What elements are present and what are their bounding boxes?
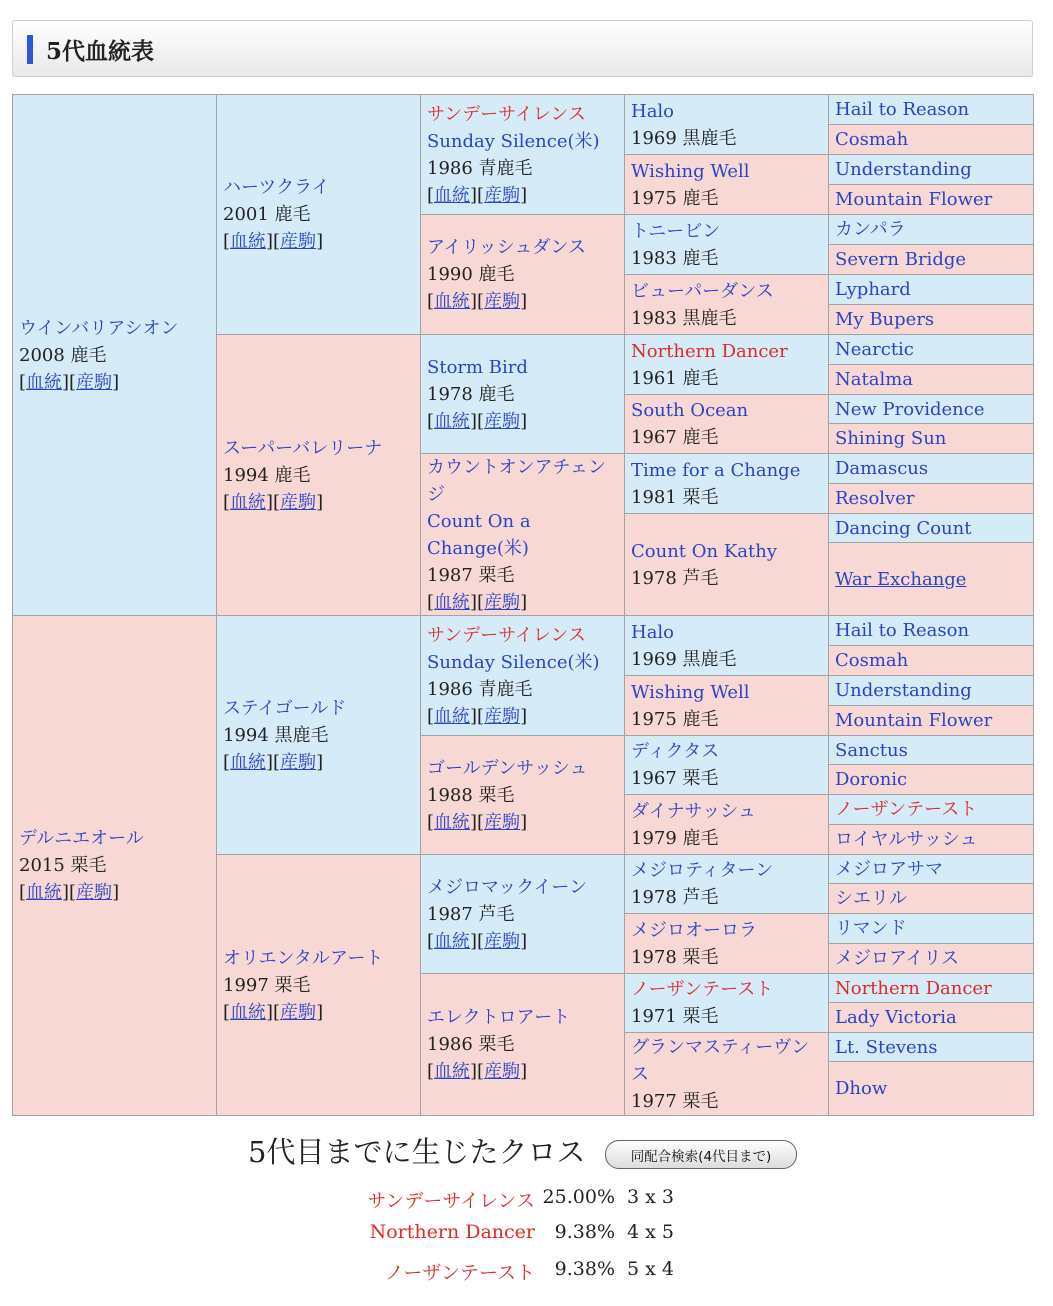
cross-generation: 4 x 5 xyxy=(627,1221,674,1243)
pedigree-cell-gen5 xyxy=(828,214,1034,245)
birth-year-coat: 1986 青鹿毛 xyxy=(427,678,533,700)
birth-year-coat: 1983 黒鹿毛 xyxy=(631,307,737,329)
pedigree-cell-gen4 xyxy=(624,1032,829,1116)
bracket: [ xyxy=(427,811,435,833)
horse-name-link[interactable]: カウントオンアチェンジ xyxy=(427,456,606,505)
pedigree-cell-gen5 xyxy=(828,244,1034,275)
birth-year-coat: 1967 栗毛 xyxy=(631,768,719,789)
horse-name-link[interactable]: メジロアイリス xyxy=(835,948,960,969)
birth-year-coat: 2001 鹿毛 xyxy=(223,204,311,225)
pedigree-cell-gen4 xyxy=(624,214,829,275)
pedigree-cell-gen2 xyxy=(216,615,421,855)
pedigree-cell-gen1 xyxy=(12,615,217,1116)
bracket: [ xyxy=(427,291,435,312)
horse-name-link[interactable]: Storm Bird xyxy=(427,356,528,378)
pedigree-cell-gen4 xyxy=(624,334,829,395)
pedigree-cell-gen5 xyxy=(828,124,1034,155)
birth-year-coat: 1978 栗毛 xyxy=(631,946,719,968)
horse-links xyxy=(427,928,618,955)
bracket: ][ xyxy=(470,184,485,206)
pedigree-cell-gen3 xyxy=(420,615,625,736)
bracket: ][ xyxy=(62,882,77,903)
bloodline-link[interactable]: 血統 xyxy=(26,882,63,903)
cross-percentage: 25.00% xyxy=(542,1186,615,1208)
horse-name-link[interactable]: My Bupers xyxy=(835,309,935,330)
bloodline-link[interactable]: 血統 xyxy=(230,491,267,513)
bloodline-link[interactable]: 血統 xyxy=(434,930,471,952)
birth-year-coat: 1978 芦毛 xyxy=(631,887,719,908)
pedigree-cell-gen5 xyxy=(828,184,1034,215)
pedigree-cell-gen4 xyxy=(624,973,829,1033)
horse-links xyxy=(427,182,618,209)
pedigree-cell-gen5 xyxy=(828,794,1034,825)
horse-name-link[interactable]: South Ocean xyxy=(631,400,749,421)
bracket: ][ xyxy=(266,1001,281,1023)
cross-row xyxy=(0,1258,1053,1290)
pedigree-cell-gen4 xyxy=(624,453,829,514)
bracket: ][ xyxy=(266,751,281,773)
horse-name-link[interactable]: Shining Sun xyxy=(835,428,947,449)
bracket: [ xyxy=(19,882,27,903)
bracket: ] xyxy=(112,882,120,903)
horse-name-link[interactable]: Northern Dancer xyxy=(631,340,788,362)
birth-year-coat: 1983 鹿毛 xyxy=(631,247,719,269)
horse-links xyxy=(223,489,414,516)
horse-name-link[interactable]: Damascus xyxy=(835,458,929,479)
bracket: [ xyxy=(223,231,231,252)
horse-name-link[interactable]: ハーツクライ xyxy=(223,177,330,198)
bracket: [ xyxy=(223,751,231,773)
pedigree-cell-gen5 xyxy=(828,764,1034,795)
offspring-link[interactable]: 産駒 xyxy=(484,410,521,432)
cross-generation: 5 x 4 xyxy=(627,1258,674,1280)
bracket: [ xyxy=(427,930,435,952)
bloodline-link[interactable]: 血統 xyxy=(230,751,267,773)
bracket: ][ xyxy=(470,291,485,312)
birth-year-coat: 1978 芦毛 xyxy=(631,567,719,589)
horse-name-link[interactable]: サンデーサイレンス xyxy=(427,624,586,646)
horse-english-name-link[interactable]: Sunday Silence(米) xyxy=(427,130,600,152)
bloodline-link[interactable]: 血統 xyxy=(230,1001,267,1023)
horse-name-link[interactable]: Wishing Well xyxy=(631,681,750,703)
offspring-link[interactable]: 産駒 xyxy=(484,705,521,727)
horse-name-link[interactable]: Mountain Flower xyxy=(835,189,993,210)
horse-name-link[interactable]: ダイナサッシュ xyxy=(631,800,756,822)
horse-name-link[interactable]: Northern Dancer xyxy=(835,977,992,999)
horse-name-link[interactable]: ディクタス xyxy=(631,741,720,762)
bracket: ] xyxy=(316,231,324,252)
bracket: ][ xyxy=(470,930,485,952)
page-title: 5代血統表 xyxy=(46,38,155,65)
birth-year-coat: 1997 栗毛 xyxy=(223,974,311,996)
bracket: [ xyxy=(223,1001,231,1023)
offspring-link[interactable]: 産駒 xyxy=(280,751,317,773)
horse-name-link[interactable]: Hail to Reason xyxy=(835,620,970,641)
pedigree-cell-gen4 xyxy=(624,513,829,616)
horse-name-link[interactable]: Doronic xyxy=(835,769,908,790)
horse-name-link[interactable]: Sanctus xyxy=(835,739,908,761)
pedigree-cell-gen5 xyxy=(828,675,1034,706)
horse-name-link[interactable]: Halo xyxy=(631,621,675,643)
pedigree-cell-gen5 xyxy=(828,973,1034,1003)
birth-year-coat: 1977 栗毛 xyxy=(631,1090,719,1112)
pedigree-cell-gen4 xyxy=(624,675,829,736)
bloodline-link[interactable]: 血統 xyxy=(434,705,471,727)
pedigree-cell-gen3 xyxy=(420,453,625,616)
horse-name-link[interactable]: メジロマックイーン xyxy=(427,876,588,898)
birth-year-coat: 2015 栗毛 xyxy=(19,855,107,876)
birth-year-coat: 2008 鹿毛 xyxy=(19,344,107,366)
birth-year-coat: 1969 黒鹿毛 xyxy=(631,648,737,670)
birth-year-coat: 1967 鹿毛 xyxy=(631,427,719,448)
horse-name-link[interactable]: サンデーサイレンス xyxy=(427,103,586,125)
horse-name-link[interactable]: Nearctic xyxy=(835,339,914,360)
pedigree-cell-gen5 xyxy=(828,854,1034,884)
horse-links xyxy=(427,1058,618,1085)
offspring-link[interactable]: 産駒 xyxy=(76,371,113,393)
horse-name-link[interactable]: Lt. Stevens xyxy=(835,1036,938,1058)
bracket: ] xyxy=(316,1001,324,1023)
birth-year-coat: 1975 鹿毛 xyxy=(631,708,719,730)
cross-horse-name[interactable]: サンデーサイレンス xyxy=(367,1190,535,1212)
horse-name-link[interactable]: Severn Bridge xyxy=(835,249,967,270)
pedigree-cell-gen5 xyxy=(828,883,1034,914)
horse-links xyxy=(223,749,414,776)
cross-horse-name[interactable]: Northern Dancer xyxy=(369,1221,535,1243)
pedigree-cell-gen4 xyxy=(624,394,829,454)
pedigree-cell-gen3 xyxy=(420,735,625,855)
horse-name-link[interactable]: ノーザンテースト xyxy=(835,799,978,820)
bracket: ][ xyxy=(470,705,485,727)
cross-section-title: 5代目までに生じたクロス xyxy=(248,1135,586,1169)
birth-year-coat: 1988 栗毛 xyxy=(427,784,515,806)
pedigree-cell-gen3 xyxy=(420,214,625,335)
bracket: [ xyxy=(427,591,435,613)
horse-name-link[interactable]: ゴールデンサッシュ xyxy=(427,757,588,779)
pedigree-cell-gen5 xyxy=(828,735,1034,765)
horse-name-link[interactable]: Wishing Well xyxy=(631,160,750,182)
offspring-link[interactable]: 産駒 xyxy=(484,930,521,952)
pedigree-cell-gen4 xyxy=(624,615,829,676)
cross-row xyxy=(0,1186,1053,1218)
bracket: ][ xyxy=(470,811,485,833)
horse-name-link[interactable]: Cosmah xyxy=(835,650,909,671)
birth-year-coat: 1961 鹿毛 xyxy=(631,367,719,389)
horse-name-link[interactable]: ビューパーダンス xyxy=(631,280,774,302)
pedigree-cell-gen3 xyxy=(420,334,625,454)
horse-name-link[interactable]: Lady Victoria xyxy=(835,1007,957,1028)
pedigree-cell-gen5 xyxy=(828,334,1034,365)
pedigree-cell-gen5 xyxy=(828,483,1034,514)
horse-name-link[interactable]: シエリル xyxy=(835,888,907,909)
bracket: [ xyxy=(223,491,231,513)
pedigree-cell-gen2 xyxy=(216,94,421,335)
offspring-link[interactable]: 産駒 xyxy=(484,184,521,206)
pedigree-cell-gen5 xyxy=(828,615,1034,646)
bloodline-link[interactable]: 血統 xyxy=(26,371,63,393)
cross-generation: 3 x 3 xyxy=(627,1186,674,1208)
horse-name-link[interactable]: ステイゴールド xyxy=(223,697,347,719)
bracket: [ xyxy=(427,1061,435,1082)
bracket: ] xyxy=(316,491,324,513)
bloodline-link[interactable]: 血統 xyxy=(434,291,471,312)
birth-year-coat: 1981 栗毛 xyxy=(631,486,719,508)
pedigree-cell-gen2 xyxy=(216,854,421,1116)
bracket: ] xyxy=(520,1061,528,1082)
pedigree-cell-gen3 xyxy=(420,94,625,215)
cross-percentage: 9.38% xyxy=(554,1221,615,1243)
bracket: ] xyxy=(520,184,528,206)
section-header xyxy=(12,20,1033,77)
cross-row xyxy=(0,1221,1053,1253)
offspring-link[interactable]: 産駒 xyxy=(280,231,317,252)
offspring-link[interactable]: 産駒 xyxy=(280,491,317,513)
pedigree-cell-gen5 xyxy=(828,913,1034,944)
horse-english-name-link[interactable]: Sunday Silence(米) xyxy=(427,651,600,673)
pedigree-cell-gen1 xyxy=(12,94,217,616)
horse-links xyxy=(427,288,618,315)
header-accent-bar xyxy=(27,35,33,64)
horse-links xyxy=(427,703,618,730)
horse-name-link[interactable]: New Providence xyxy=(835,398,985,420)
birth-year-coat: 1975 鹿毛 xyxy=(631,187,719,209)
offspring-link[interactable]: 産駒 xyxy=(484,811,521,833)
birth-year-coat: 1994 黒鹿毛 xyxy=(223,724,329,746)
bracket: ][ xyxy=(470,410,485,432)
pedigree-cell-gen5 xyxy=(828,513,1034,543)
bloodline-link[interactable]: 血統 xyxy=(434,811,471,833)
pedigree-cell-gen4 xyxy=(624,274,829,335)
bracket: ] xyxy=(520,591,528,613)
bloodline-link[interactable]: 血統 xyxy=(434,1061,471,1082)
pedigree-cell-gen4 xyxy=(624,794,829,855)
horse-name-link[interactable]: アイリッシュダンス xyxy=(427,237,586,258)
offspring-link[interactable]: 産駒 xyxy=(76,882,113,903)
horse-name-link[interactable]: Cosmah xyxy=(835,129,909,150)
horse-name-link[interactable]: Resolver xyxy=(835,488,915,509)
pedigree-cell-gen4 xyxy=(624,735,829,795)
bloodline-link[interactable]: 血統 xyxy=(434,184,471,206)
horse-name-link[interactable]: Count On Kathy xyxy=(631,540,777,562)
horse-links xyxy=(223,228,414,255)
horse-name-link[interactable]: Understanding xyxy=(835,680,972,701)
pedigree-cell-gen2 xyxy=(216,334,421,616)
horse-name-link[interactable]: ノーザンテースト xyxy=(631,979,774,1000)
horse-name-link[interactable]: リマンド xyxy=(835,918,907,939)
bracket: ] xyxy=(520,705,528,727)
birth-year-coat: 1979 鹿毛 xyxy=(631,827,719,849)
bracket: [ xyxy=(427,410,435,432)
horse-name-link[interactable]: ウインバリアシオン xyxy=(19,317,179,339)
horse-name-link[interactable]: トニービン xyxy=(631,220,721,242)
horse-name-link[interactable]: エレクトロアート xyxy=(427,1007,571,1028)
same-mating-search-button[interactable]: 同配合検索(4代目まで) xyxy=(605,1140,797,1169)
pedigree-cell-gen4 xyxy=(624,913,829,974)
birth-year-coat: 1986 栗毛 xyxy=(427,1034,515,1055)
offspring-link[interactable]: 産駒 xyxy=(484,591,521,613)
horse-name-link[interactable]: メジロアサマ xyxy=(835,858,943,880)
birth-year-coat: 1987 栗毛 xyxy=(427,564,515,586)
horse-name-link[interactable]: Hail to Reason xyxy=(835,99,970,120)
cross-horse-name[interactable]: ノーザンテースト xyxy=(384,1262,535,1284)
pedigree-cell-gen5 xyxy=(828,274,1034,305)
bracket: ] xyxy=(520,410,528,432)
pedigree-cell-gen5 xyxy=(828,423,1034,454)
bracket: ][ xyxy=(266,491,281,513)
offspring-link[interactable]: 産駒 xyxy=(484,291,521,312)
horse-name-link[interactable]: Lyphard xyxy=(835,279,911,300)
horse-name-link[interactable]: ロイヤルサッシュ xyxy=(835,829,978,850)
pedigree-cell-gen5 xyxy=(828,542,1034,616)
horse-links xyxy=(19,369,210,396)
horse-links xyxy=(427,589,618,616)
bracket: [ xyxy=(427,705,435,727)
birth-year-coat: 1994 鹿毛 xyxy=(223,464,311,486)
bracket: ][ xyxy=(470,1061,485,1082)
horse-name-link[interactable]: Dhow xyxy=(835,1078,888,1099)
horse-links xyxy=(223,999,414,1026)
bracket: ][ xyxy=(62,371,77,393)
offspring-link[interactable]: 産駒 xyxy=(484,1061,521,1082)
pedigree-cell-gen5 xyxy=(828,1002,1034,1033)
birth-year-coat: 1971 栗毛 xyxy=(631,1006,719,1027)
horse-english-name-link[interactable]: Count On a Change(米) xyxy=(427,510,531,559)
birth-year-coat: 1987 芦毛 xyxy=(427,903,515,925)
horse-name-link[interactable]: War Exchange xyxy=(835,568,967,590)
horse-name-link[interactable]: Understanding xyxy=(835,159,972,180)
pedigree-cell-gen5 xyxy=(828,645,1034,676)
horse-name-link[interactable]: Dancing Count xyxy=(835,517,972,539)
pedigree-cell-gen5 xyxy=(828,94,1034,125)
horse-name-link[interactable]: Natalma xyxy=(835,369,914,390)
bracket: ] xyxy=(520,811,528,833)
horse-name-link[interactable]: スーパーバレリーナ xyxy=(223,437,383,459)
birth-year-coat: 1978 鹿毛 xyxy=(427,383,515,405)
horse-name-link[interactable]: オリエンタルアート xyxy=(223,947,384,969)
birth-year-coat: 1990 鹿毛 xyxy=(427,264,515,285)
pedigree-table xyxy=(12,94,1033,1115)
horse-name-link[interactable]: カンパラ xyxy=(835,219,906,240)
horse-name-link[interactable]: メジロオーロラ xyxy=(631,919,757,941)
pedigree-cell-gen5 xyxy=(828,154,1034,185)
bracket: [ xyxy=(19,371,27,393)
bracket: ] xyxy=(520,291,528,312)
horse-name-link[interactable]: Time for a Change xyxy=(631,459,801,481)
pedigree-cell-gen5 xyxy=(828,364,1034,395)
bracket: ] xyxy=(520,930,528,952)
horse-links xyxy=(19,879,210,906)
bloodline-link[interactable]: 血統 xyxy=(434,410,471,432)
pedigree-cell-gen5 xyxy=(828,824,1034,855)
horse-name-link[interactable]: デルニエオール xyxy=(19,828,144,849)
pedigree-cell-gen5 xyxy=(828,1061,1034,1116)
bloodline-link[interactable]: 血統 xyxy=(230,231,267,252)
offspring-link[interactable]: 産駒 xyxy=(280,1001,317,1023)
pedigree-cell-gen4 xyxy=(624,94,829,155)
bracket: ][ xyxy=(470,591,485,613)
birth-year-coat: 1986 青鹿毛 xyxy=(427,157,533,179)
pedigree-cell-gen3 xyxy=(420,973,625,1116)
pedigree-cell-gen5 xyxy=(828,705,1034,736)
pedigree-cell-gen4 xyxy=(624,854,829,914)
horse-name-link[interactable]: メジロティターン xyxy=(631,860,774,881)
pedigree-cell-gen5 xyxy=(828,394,1034,424)
bracket: [ xyxy=(427,184,435,206)
bracket: ] xyxy=(316,751,324,773)
bloodline-link[interactable]: 血統 xyxy=(434,591,471,613)
cross-percentage: 9.38% xyxy=(554,1258,615,1280)
birth-year-coat: 1969 黒鹿毛 xyxy=(631,127,737,149)
horse-name-link[interactable]: Halo xyxy=(631,100,675,122)
pedigree-cell-gen5 xyxy=(828,1032,1034,1062)
pedigree-cell-gen5 xyxy=(828,304,1034,335)
bracket: ] xyxy=(112,371,120,393)
horse-name-link[interactable]: グランマスティーヴンス xyxy=(631,1036,810,1085)
pedigree-cell-gen5 xyxy=(828,453,1034,484)
bracket: ][ xyxy=(266,231,281,252)
horse-name-link[interactable]: Mountain Flower xyxy=(835,710,993,731)
pedigree-cell-gen4 xyxy=(624,154,829,215)
pedigree-cell-gen3 xyxy=(420,854,625,974)
horse-links xyxy=(427,408,618,435)
horse-links xyxy=(427,809,618,836)
pedigree-cell-gen5 xyxy=(828,943,1034,974)
